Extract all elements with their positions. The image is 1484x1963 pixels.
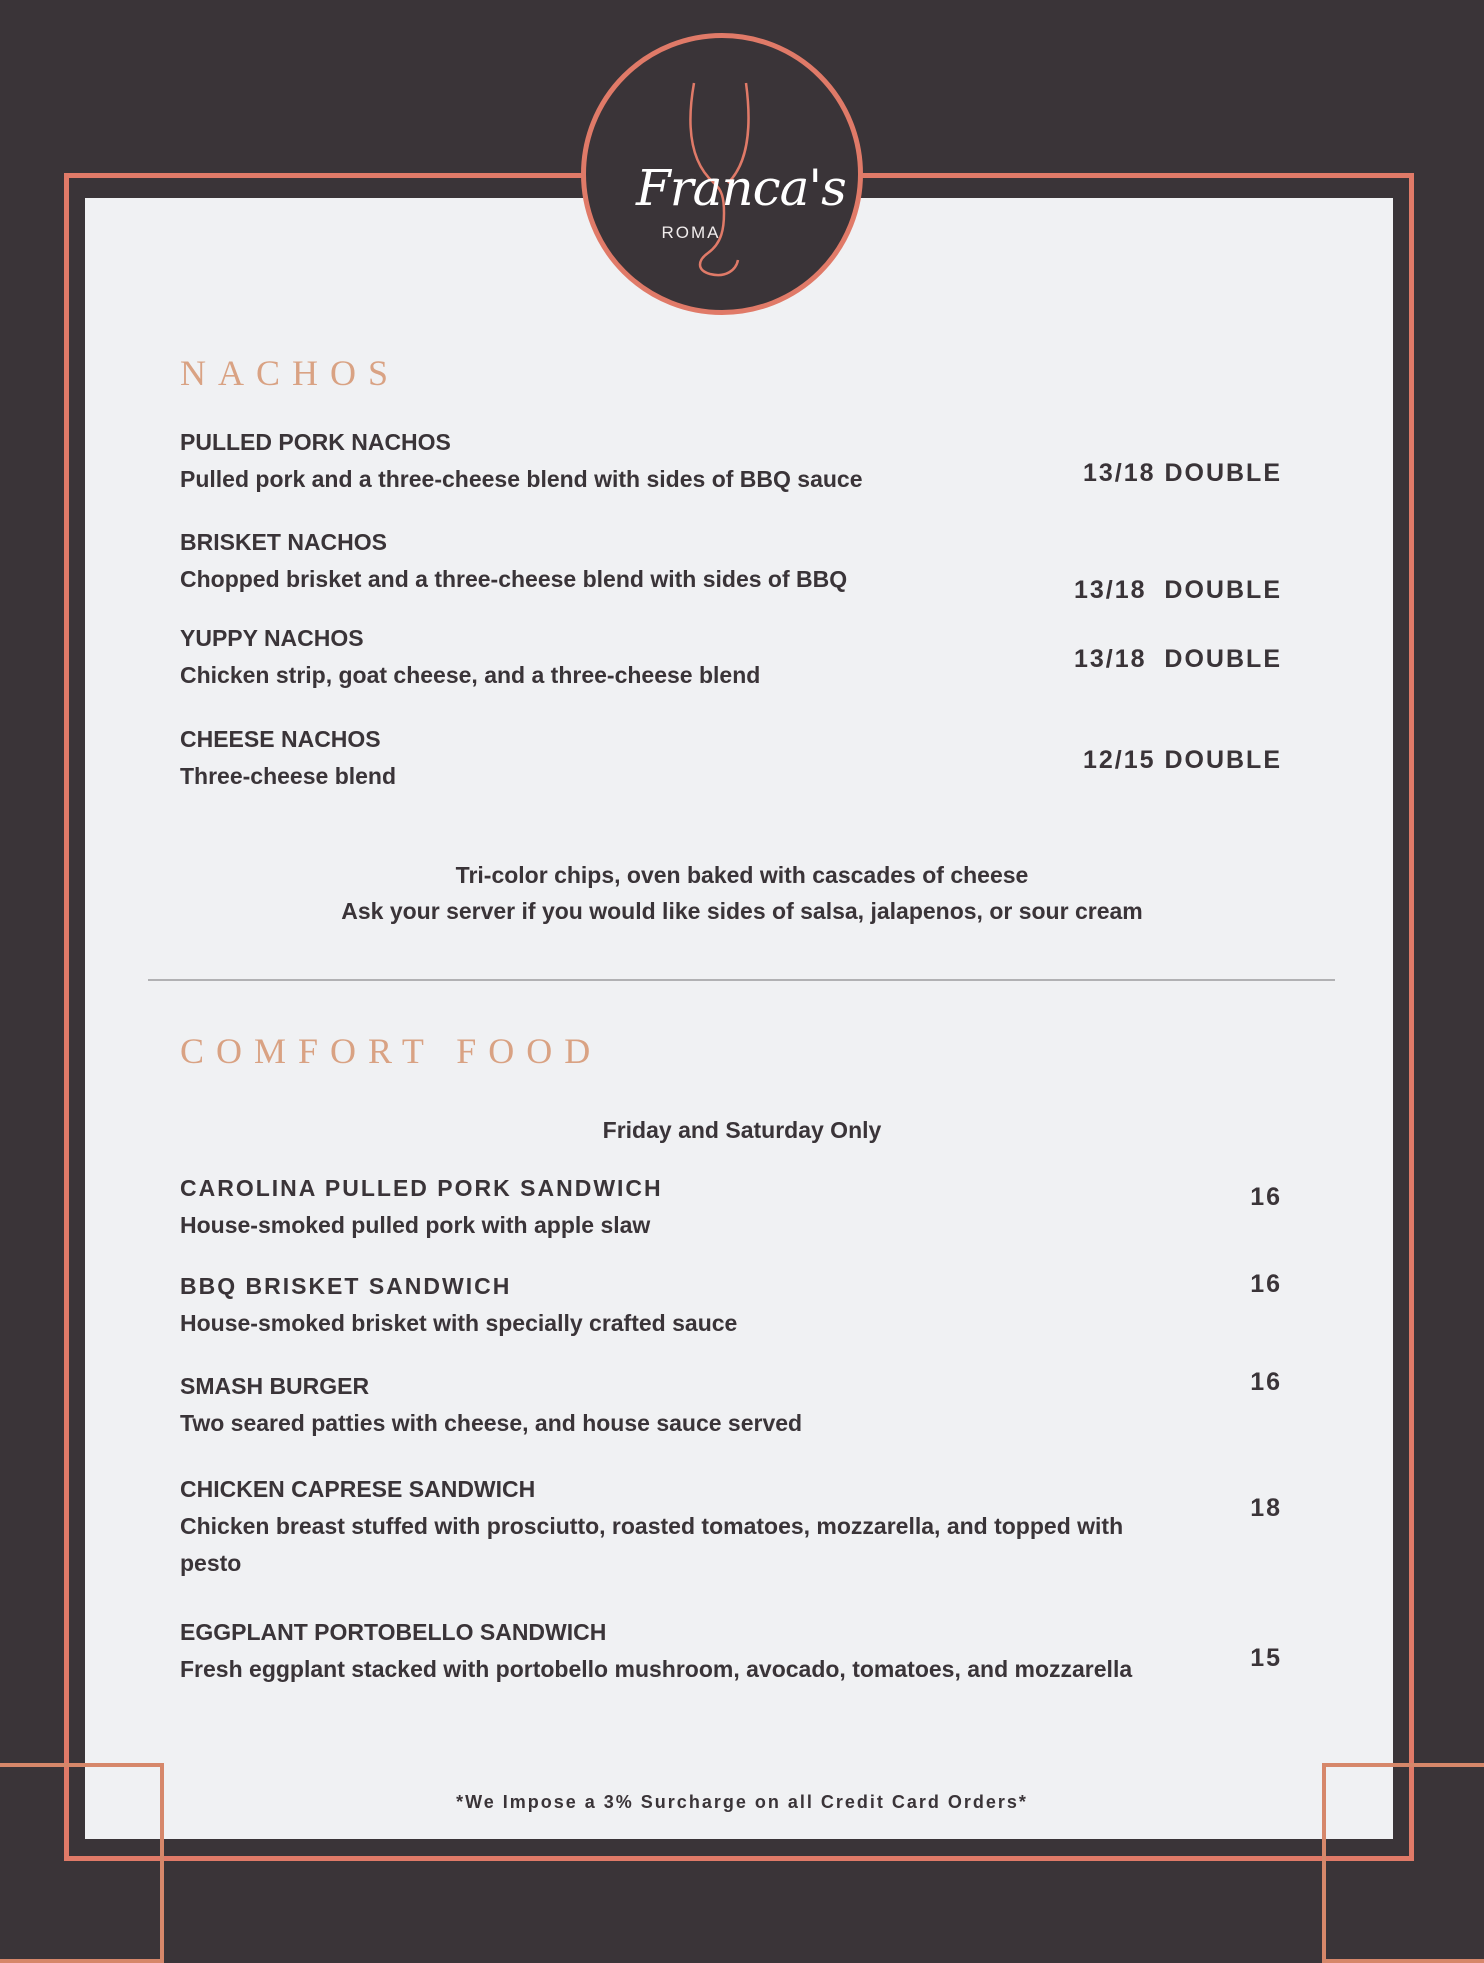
- item-description: House-smoked brisket with specially crafted sauce: [180, 1310, 738, 1336]
- corner-decoration-right: [1322, 1763, 1484, 1963]
- brand-name: Franca's: [636, 159, 846, 217]
- item-price: 16: [1250, 1183, 1282, 1211]
- item-price: 13/18 DOUBLE: [1082, 459, 1282, 487]
- logo: [581, 33, 863, 315]
- item-name: CHEESE NACHOS: [180, 726, 381, 752]
- item-price: 13/18 DOUBLE: [1073, 645, 1282, 673]
- section-title-nachos: NACHOS: [180, 353, 401, 393]
- item-price: 13/18 DOUBLE: [1073, 576, 1282, 604]
- item-name: PULLED PORK NACHOS: [180, 429, 451, 455]
- section-divider: [148, 979, 1335, 981]
- brand-location: ROMA: [661, 223, 721, 242]
- item-name: EGGPLANT PORTOBELLO SANDWICH: [180, 1619, 607, 1645]
- menu-item-carolina-pulled-pork: [180, 1170, 663, 1244]
- item-name: CAROLINA PULLED PORK SANDWICH: [180, 1175, 663, 1201]
- corner-decoration-left: [0, 1763, 164, 1963]
- item-name: YUPPY NACHOS: [180, 625, 364, 651]
- item-price: 16: [1250, 1270, 1282, 1298]
- nachos-note-line-2: Ask your server if you would like sides of salsa, jalapenos, or sour cream: [341, 898, 1143, 924]
- menu-item-eggplant-portobello: [180, 1614, 1160, 1688]
- menu-item-chicken-caprese: [180, 1471, 1160, 1582]
- menu-item-cheese-nachos: [180, 721, 396, 795]
- menu-item-yuppy-nachos: [180, 620, 760, 694]
- item-name: BRISKET NACHOS: [180, 529, 388, 555]
- item-name: CHICKEN CAPRESE SANDWICH: [180, 1476, 536, 1502]
- item-description: Chicken strip, goat cheese, and a three-cheese blend: [180, 662, 761, 688]
- menu-item-pulled-pork-nachos: [180, 424, 863, 498]
- nachos-note-line-1: Tri-color chips, oven baked with cascades of cheese: [455, 862, 1029, 888]
- item-description: Chicken breast stuffed with prosciutto, roasted tomatoes, mozzarella, and topped with pesto: [180, 1513, 1124, 1576]
- menu-item-brisket-nachos: [180, 524, 847, 598]
- item-name: BBQ BRISKET SANDWICH: [180, 1273, 512, 1299]
- section-title-comfort-food: COMFORT FOOD: [180, 1031, 603, 1071]
- item-description: Chopped brisket and a three-cheese blend with sides of BBQ: [180, 566, 848, 592]
- surcharge-notice: *We Impose a 3% Surcharge on all Credit Card Orders*: [456, 1792, 1028, 1812]
- item-price: 15: [1250, 1644, 1282, 1672]
- item-description: Fresh eggplant stacked with portobello mushroom, avocado, tomatoes, and mozzarella: [180, 1656, 1133, 1682]
- item-description: House-smoked pulled pork with apple slaw: [180, 1212, 651, 1238]
- menu-item-smash-burger: [180, 1368, 802, 1442]
- item-price: 16: [1250, 1368, 1282, 1396]
- item-description: Three-cheese blend: [180, 763, 397, 789]
- comfort-subtitle: Friday and Saturday Only: [602, 1117, 882, 1143]
- item-name: SMASH BURGER: [180, 1373, 370, 1399]
- item-description: Two seared patties with cheese, and house sauce served: [180, 1410, 803, 1436]
- menu-item-bbq-brisket: [180, 1268, 737, 1342]
- item-price: 12/15 DOUBLE: [1082, 746, 1282, 774]
- item-description: Pulled pork and a three-cheese blend with sides of BBQ sauce: [180, 466, 863, 492]
- item-price: 18: [1250, 1494, 1282, 1522]
- nachos-note: [180, 857, 1304, 929]
